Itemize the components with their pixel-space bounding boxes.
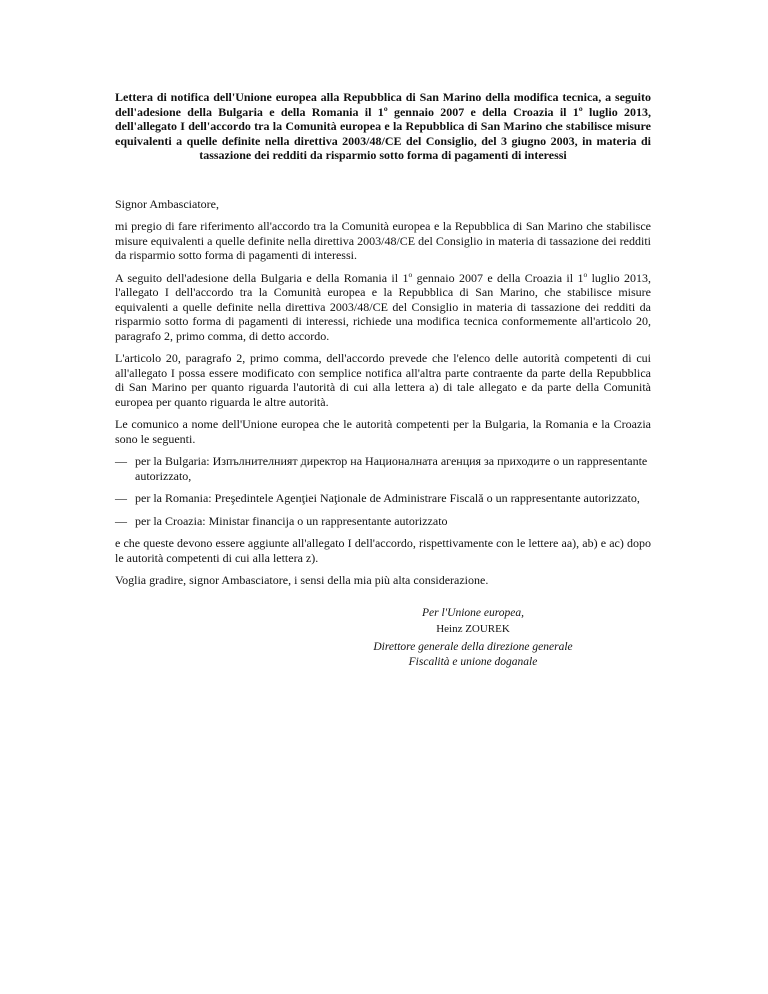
ordinal-superscript: o <box>583 269 588 279</box>
list-item-text: per la Bulgaria: Изпълнителният директор на Националната агенция за приходите o un rappresentante autorizzato, <box>135 454 648 483</box>
dash-bullet: — <box>115 454 127 468</box>
list-item-croatia <box>115 514 651 529</box>
paragraph-authorities-intro: Le comunico a nome dell'Unione europea che le autorità competenti per la Bulgaria, la Romania e la Croazia sono le seguenti. <box>115 417 651 446</box>
authorities-list <box>115 454 651 528</box>
signature-block <box>373 606 573 670</box>
list-item-romania <box>115 491 651 506</box>
document-title: Lettera di notifica dell'Unione europea alla Repubblica di San Marino della modifica tecnica, a seguito dell'adesione della Bulgaria e della Romania il 1º gennaio 2007 e della Croazia il 1º luglio 2013, dell'allegato I dell'accordo tra la Comunità europea e la Repubblica di San Marino che stabilisce misure equivalenti a quelle definite nella direttiva 2003/48/CE del Consiglio, del 3 giugno 2003, in materia di tassazione dei redditi da risparmio sotto forma di pagamenti di interessi <box>115 90 651 162</box>
paragraph-article-20: L'articolo 20, paragrafo 2, primo comma, dell'accordo prevede che l'elenco delle autorità competenti di cui all'allegato I possa essere modificato con semplice notifica all'altra parte contraente da parte della Repubblica di San Marino per quanto riguarda l'autorità di cui alla lettera a) di tale allegato e da parte della Comunità europea per quanto riguarda le altre autorità. <box>115 351 651 409</box>
paragraph-accession <box>115 271 651 344</box>
list-item-bulgaria <box>115 454 651 483</box>
ordinal-superscript: o <box>408 269 413 279</box>
paragraph-accession-part-a: A seguito dell'adesione della Bulgaria e della Romania il 1 <box>115 270 409 285</box>
signatory-name: Heinz ZOUREK <box>436 622 510 635</box>
document-page <box>115 90 651 670</box>
paragraph-accession-part-b: gennaio 2007 e della Croazia il 1 <box>412 270 584 285</box>
dash-bullet: — <box>115 513 127 528</box>
signature-on-behalf: Per l'Unione europea, <box>422 606 524 619</box>
signatory-position: Direttore generale della direzione generale Fiscalità e unione doganale <box>373 640 573 668</box>
paragraph-annex-letters: e che queste devono essere aggiunte all'allegato I dell'accordo, rispettivamente con le lettere aa), ab) e ac) dopo le autorità competenti di cui alla lettera z). <box>115 536 651 565</box>
list-item-text: per la Romania: Preşedintele Agenţiei Naţionale de Administrare Fiscală o un rappresentante autorizzato, <box>135 491 640 505</box>
salutation: Signor Ambasciatore, <box>115 196 219 211</box>
dash-bullet: — <box>115 491 127 505</box>
list-item-text: per la Croazia: Ministar financija o un rappresentante autorizzato <box>135 513 448 528</box>
paragraph-accession-part-c: luglio 2013, l'allegato I dell'accordo tra la Comunità europea e la Repubblica di San Marino, che stabilisce misure equivalenti a quelle definite nella direttiva 2003/48/CE del Consiglio in materia di tassazione dei redditi da risparmio sotto forma di pagamenti di interessi, richiede una modifica tecnica conformemente all'articolo 20, paragrafo 2, primo comma, di detto accordo. <box>115 270 651 343</box>
paragraph-closing: Voglia gradire, signor Ambasciatore, i sensi della mia più alta considerazione. <box>115 573 489 587</box>
paragraph-reference: mi pregio di fare riferimento all'accordo tra la Comunità europea e la Repubblica di San Marino che stabilisce misure equivalenti a quelle definite nella direttiva 2003/48/CE del Consiglio in materia di tassazione dei redditi da risparmio sotto forma di pagamenti di interessi. <box>115 219 651 262</box>
